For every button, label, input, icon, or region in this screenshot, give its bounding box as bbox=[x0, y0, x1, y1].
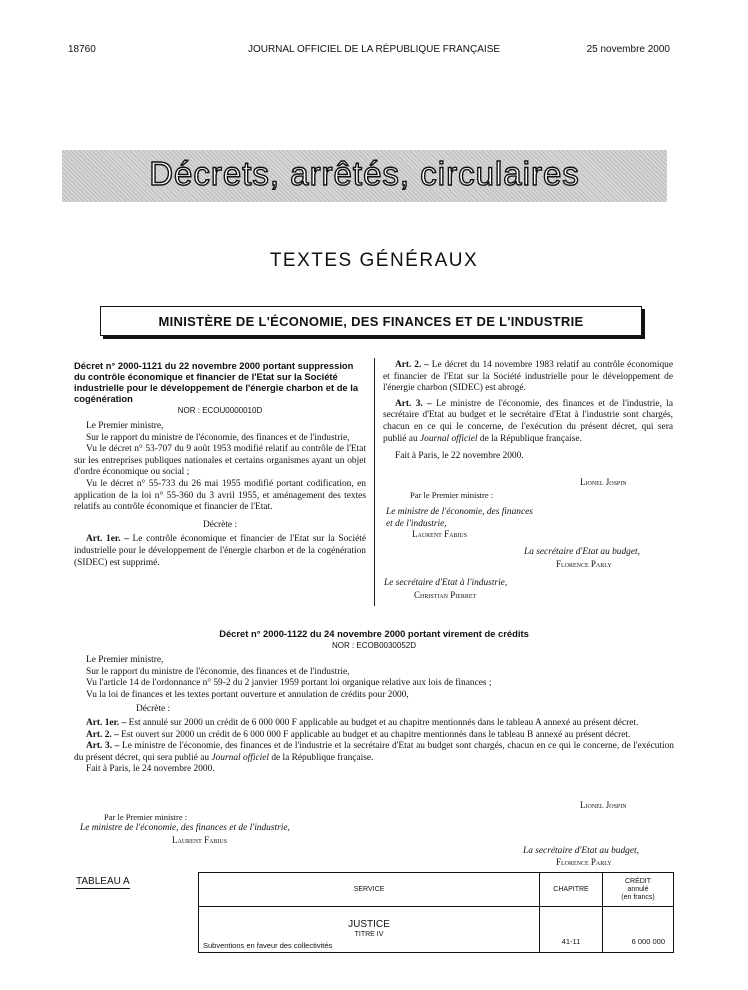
decree2-art3 bbox=[74, 741, 674, 764]
decree1-pm-name: Lionel Jospin bbox=[580, 477, 627, 487]
decree2-art1 bbox=[74, 718, 674, 730]
decree1-minister-name: Laurent Fabius bbox=[412, 529, 468, 539]
decree2-intro: Le Premier ministre, bbox=[86, 655, 164, 665]
tableau-titre: TITRE IV bbox=[354, 931, 384, 938]
decree1-nor: NOR : ECOU0000010D bbox=[177, 406, 263, 415]
tableau-col-service: SERVICE bbox=[199, 873, 540, 907]
decree1-art3 bbox=[383, 399, 673, 445]
tableau-col-credit-1: CRÉDIT bbox=[624, 877, 652, 885]
decree2-art3-text-b: de la République française. bbox=[269, 752, 374, 763]
decree2-pm-name: Lionel Jospin bbox=[580, 800, 627, 810]
decree1-fait: Fait à Paris, le 22 novembre 2000. bbox=[395, 451, 524, 462]
decree1-art1-text: Le contrôle économique et financier de l'Etat sur la Société industrielle pour le développement de l'énergie charbon et de la cogénération (SIDEC) est supprimé. bbox=[74, 534, 366, 568]
decree1-art3-jo: Journal officiel bbox=[419, 433, 478, 444]
decree1-right-column bbox=[383, 360, 673, 463]
decree2-vu1: Vu l'article 14 de l'ordonnance n° 59-2 du 2 janvier 1959 portant loi organique relative aux lois de finances ; bbox=[86, 678, 492, 689]
decree2-art1-label: Art. 1er. – bbox=[86, 717, 127, 728]
decree2-nor: NOR : ECOB0030052D bbox=[331, 641, 417, 650]
decree2-art3-text-a: Le ministre de l'économie, des finances et de l'industrie et la secrétaire d'Etat au budget sont chargés, chacun en ce qui le concerne, de l'exécution du présent décret, qui sera publié au bbox=[74, 741, 674, 763]
tableau-row-credit: 6 000 000 bbox=[603, 907, 674, 953]
decree1-vu1: Vu le décret n° 53-707 du 9 août 1953 modifié relatif au contrôle de l'Etat sur les entreprises publiques nationales et certains organismes ayant un objet d'ordre économique ou social ; bbox=[74, 444, 366, 478]
decree2-budget-name: Florence Parly bbox=[556, 857, 612, 867]
decree2-art3-label: Art. 3. – bbox=[86, 741, 120, 752]
decree1-left-column bbox=[74, 360, 366, 569]
decree1-decrete: Décrète : bbox=[202, 519, 238, 530]
tableau-col-chapitre: CHAPITRE bbox=[540, 873, 603, 907]
decree2-fait: Fait à Paris, le 24 novembre 2000. bbox=[86, 764, 215, 775]
tableau-service-cell bbox=[199, 907, 540, 953]
decree1-art3-label: Art. 3. – bbox=[395, 398, 432, 409]
ministry-box bbox=[100, 306, 642, 336]
decree1-art1 bbox=[74, 534, 366, 569]
tableau-col-credit-2: annulé bbox=[627, 885, 649, 893]
decree1-art3-text-b: de la République française. bbox=[477, 433, 582, 444]
decree1-rapport: Sur le rapport du ministre de l'économie, des finances et de l'industrie, bbox=[86, 432, 350, 443]
tableau-col-credit bbox=[603, 873, 674, 907]
decree2-art2-label: Art. 2. – bbox=[86, 729, 119, 740]
decree2-title: Décret n° 2000-1122 du 24 novembre 2000 portant virement de crédits bbox=[219, 628, 529, 639]
tableau-a bbox=[198, 872, 674, 953]
decree1-art1-label: Art. 1er. – bbox=[86, 534, 129, 545]
decree1-art3-text-a: Le ministre de l'économie, des finances et de l'industrie, la secrétaire d'Etat au budget et le secrétaire d'Etat à l'industrie sont chargés, chacun en ce qui le concerne, de l'exécution du présent décret, qui sera publié au bbox=[383, 398, 673, 444]
decree2-art2-text: Est ouvert sur 2000 un crédit de 6 000 000 F applicable au budget et au chapitre mentionnés dans le tableau B annexé au présent décret. bbox=[121, 729, 631, 740]
table-row bbox=[199, 907, 674, 953]
decree1-budget-name: Florence Parly bbox=[556, 559, 612, 569]
decree2-body bbox=[74, 655, 674, 776]
decree1-title: Décret n° 2000-1121 du 22 novembre 2000 portant suppression du contrôle économique et financier de l'Etat sur la Société industrielle pour le développement de l'énergie charbon et de la cogénération bbox=[74, 360, 359, 404]
section-banner bbox=[62, 150, 667, 202]
tableau-col-credit-3: (en francs) bbox=[621, 893, 655, 901]
tableau-section-name: JUSTICE bbox=[348, 919, 390, 930]
banner-title: Décrets, arrêtés, circulaires bbox=[149, 155, 580, 192]
journal-title: JOURNAL OFFICIEL DE LA RÉPUBLIQUE FRANÇAISE bbox=[247, 44, 501, 55]
tableau-header-row bbox=[199, 873, 674, 907]
ministry-title: MINISTÈRE DE L'ÉCONOMIE, DES FINANCES ET DE L'INDUSTRIE bbox=[158, 313, 584, 329]
column-divider bbox=[374, 358, 375, 606]
page-number: 18760 bbox=[68, 44, 96, 55]
decree2-decrete: Décrète : bbox=[136, 704, 171, 715]
decree2-art2 bbox=[74, 730, 674, 742]
decree1-art2-label: Art. 2. – bbox=[395, 360, 429, 370]
decree1-vu2: Vu le décret n° 55-733 du 26 mai 1955 modifié portant codification, en application de la loi n° 55-360 du 3 avril 1955, et aménagement des textes relatifs au contrôle économique et financier de l'Etat. bbox=[74, 478, 366, 513]
decree2-rapport: Sur le rapport du ministre de l'économie, des finances et de l'industrie, bbox=[86, 666, 350, 677]
decree2-minister-title: Le ministre de l'économie, des finances et de l'industrie, bbox=[80, 823, 290, 833]
decree1-art2 bbox=[383, 360, 673, 395]
decree1-budget-title: La secrétaire d'Etat au budget, bbox=[524, 547, 640, 557]
issue-date: 25 novembre 2000 bbox=[586, 44, 670, 55]
decree2-vu2: Vu la loi de finances et les textes portant ouverture et annulation de crédits pour 2000, bbox=[86, 689, 409, 700]
decree1-art2-text: Le décret du 14 novembre 1983 relatif au contrôle économique et financier de l'Etat sur la Société industrielle pour le développement de l'énergie charbon (SIDEC) est abrogé. bbox=[383, 360, 673, 394]
decree1-par-pm: Par le Premier ministre : bbox=[410, 490, 494, 500]
tableau-row-chapitre: 41-11 bbox=[540, 907, 603, 953]
section-title: TEXTES GÉNÉRAUX bbox=[269, 250, 479, 271]
decree2-art1-text: Est annulé sur 2000 un crédit de 6 000 000 F applicable au budget et au chapitre mentionnés dans le tableau A annexé au présent décret. bbox=[128, 717, 639, 728]
decree2-par-pm: Par le Premier ministre : bbox=[104, 812, 188, 822]
decree1-minister-title: Le ministre de l'économie, des finances et de l'industrie, bbox=[386, 507, 533, 529]
decree2-budget-title: La secrétaire d'Etat au budget, bbox=[523, 846, 639, 856]
decree2-art3-jo: Journal officiel bbox=[211, 752, 269, 763]
decree1-industry-name: Christian Pierret bbox=[414, 590, 477, 600]
tableau-row-label: Subventions en faveur des collectivités bbox=[203, 941, 333, 950]
decree2-minister-name: Laurent Fabius bbox=[172, 835, 228, 845]
tableau-label: TABLEAU A bbox=[76, 876, 130, 887]
decree1-intro: Le Premier ministre, bbox=[86, 421, 164, 431]
decree1-industry-title: Le secrétaire d'Etat à l'industrie, bbox=[384, 578, 508, 588]
